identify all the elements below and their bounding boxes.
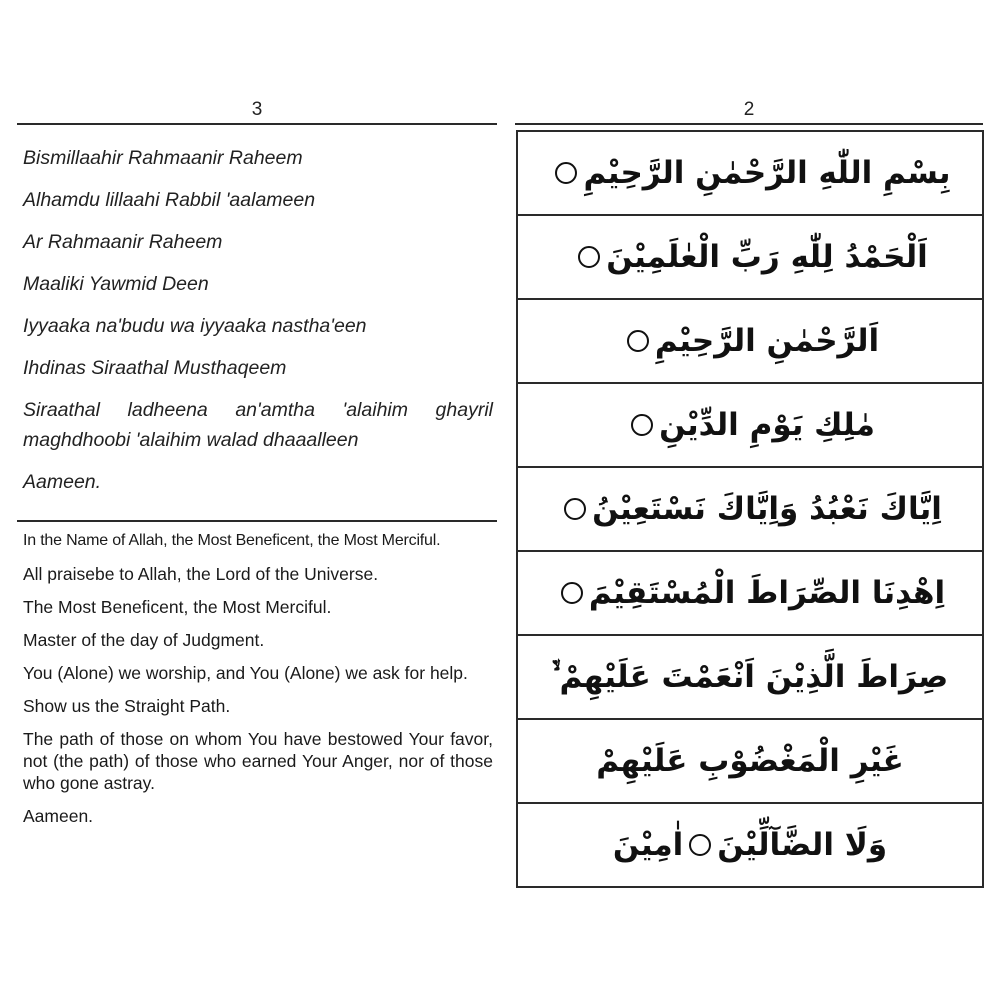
transliteration-line: Alhamdu lillaahi Rabbil 'aalameen [23, 189, 316, 211]
translation-line: The path of those on whom You have bestowed Your favor, not (the path) of those who earned Your Anger, nor of those who gone astray. [23, 729, 493, 793]
arabic-verse-text: مٰلِكِ يَوْمِ الدِّيْنِ [659, 407, 875, 443]
arabic-verse-text: اِيَّاكَ نَعْبُدُ وَاِيَّاكَ نَسْتَعِيْنُ [592, 491, 942, 527]
arabic-verse-table [516, 130, 984, 888]
arabic-verse-row [518, 384, 982, 468]
arabic-verse-row [518, 468, 982, 552]
page-number-left: 3 [251, 99, 263, 120]
transliteration-line: Maaliki Yawmid Deen [23, 273, 209, 295]
transliteration-line: Ar Rahmaanir Raheem [23, 231, 223, 253]
ayah-end-circle-icon [689, 834, 711, 856]
arabic-verse-text: اَلْحَمْدُ لِلّٰهِ رَبِّ الْعٰلَمِيْنَ [606, 239, 928, 275]
arabic-ameen-text: اٰمِيْنَ [612, 827, 684, 863]
transliteration-line: Iyyaaka na'budu wa iyyaaka nastha'een [23, 315, 367, 337]
ayah-end-circle-icon [561, 582, 583, 604]
ayah-end-circle-icon [555, 162, 577, 184]
divider-left-top [17, 123, 497, 125]
translation-line: All praisebe to Allah, the Lord of the Universe. [23, 564, 379, 584]
translation-line: You (Alone) we worship, and You (Alone) we ask for help. [23, 663, 468, 683]
translation-line: The Most Beneficent, the Most Merciful. [23, 597, 332, 617]
page-number-right: 2 [743, 99, 755, 120]
ayah-end-circle-icon [578, 246, 600, 268]
translation-list [23, 530, 493, 838]
ayah-end-circle-icon [564, 498, 586, 520]
translation-line: Master of the day of Judgment. [23, 630, 265, 650]
divider-left-middle [17, 520, 497, 522]
translation-line: Show us the Straight Path. [23, 696, 231, 716]
arabic-verse-row [518, 300, 982, 384]
arabic-verse-row [518, 804, 982, 888]
arabic-verse-text: صِرَاطَ الَّذِيْنَ اَنْعَمْتَ عَلَيْهِمْ ۙ۬ [551, 658, 949, 695]
arabic-verse-row [518, 552, 982, 636]
arabic-verse-text: غَيْرِ الْمَغْضُوْبِ عَلَيْهِمْ [596, 743, 904, 779]
transliteration-line: Bismillaahir Rahmaanir Raheem [23, 147, 303, 169]
transliteration-line: Ihdinas Siraathal Musthaqeem [23, 357, 287, 379]
arabic-verse-row [518, 216, 982, 300]
translation-line: In the Name of Allah, the Most Beneficent, the Most Merciful. [23, 532, 441, 549]
ayah-end-circle-icon [627, 330, 649, 352]
arabic-verse-row [518, 720, 982, 804]
divider-right-top [515, 123, 983, 125]
arabic-verse-text: اِهْدِنَا الصِّرَاطَ الْمُسْتَقِيْمَ [588, 575, 946, 611]
transliteration-list [23, 143, 493, 509]
arabic-verse-row [518, 636, 982, 720]
ayah-end-circle-icon [631, 414, 653, 436]
arabic-verse-text: اَلرَّحْمٰنِ الرَّحِيْمِ [654, 323, 880, 359]
arabic-verse-text: بِسْمِ اللّٰهِ الرَّحْمٰنِ الرَّحِيْمِ [583, 155, 951, 191]
arabic-verse-text: وَلَا الضَّآلِّيْنَ [717, 827, 888, 863]
arabic-verse-row [518, 132, 982, 216]
transliteration-line: Siraathal ladheena an'amtha 'alaihim ghayril maghdhoobi 'alaihim walad dhaaalleen [23, 399, 493, 451]
translation-line: Aameen. [23, 806, 94, 826]
transliteration-line: Aameen. [23, 471, 102, 493]
